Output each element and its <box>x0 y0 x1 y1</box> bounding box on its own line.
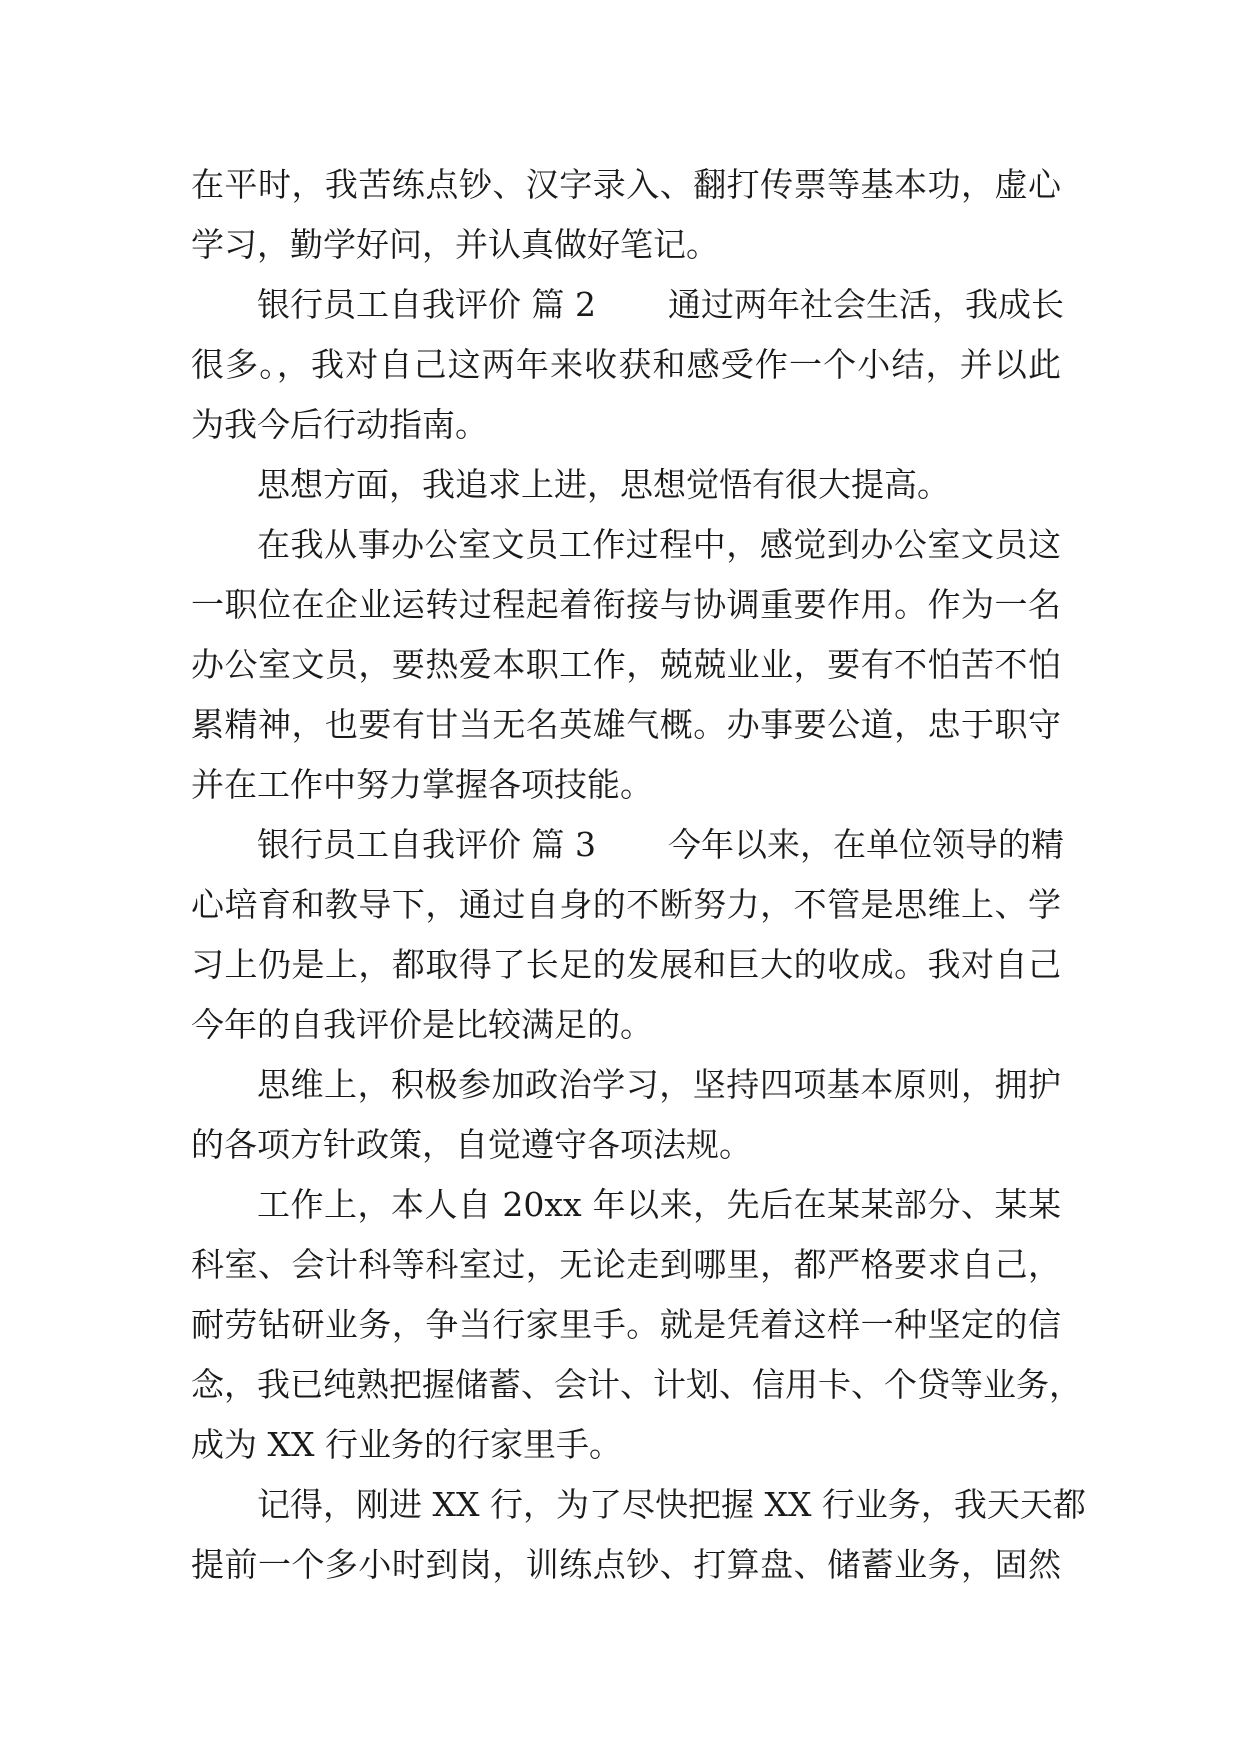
text-line: 念，我已纯熟把握储蓄、会计、计划、信用卡、个贷等业务， <box>191 1365 1082 1404</box>
text-line: 习上仍是上，都取得了长足的发展和巨大的收成。我对自己 <box>191 945 1061 984</box>
text-line: 思想方面，我追求上进，思想觉悟有很大提高。 <box>257 465 950 504</box>
text-line: 在平时，我苦练点钞、汉字录入、翻打传票等基本功，虚心 <box>191 165 1061 204</box>
section-heading-line <box>191 815 1064 875</box>
text-line: 为我今后行动指南。 <box>191 405 488 444</box>
text-line: 学习，勤学好问，并认真做好笔记。 <box>191 225 719 264</box>
section-heading: 银行员工自我评价 篇 3 <box>257 825 596 864</box>
text-line: 心培育和教导下，通过自身的不断努力，不管是思维上、学 <box>191 885 1061 924</box>
text-line: 累精神，也要有甘当无名英雄气概。办事要公道，忠于职守 <box>191 705 1061 744</box>
text-line: 记得，刚进 XX 行，为了尽快把握 XX 行业务，我天天都 <box>257 1485 1086 1524</box>
section-heading-line <box>191 275 1064 335</box>
text-line: 科室、会计科等科室过，无论走到哪里，都严格要求自己， <box>191 1245 1061 1284</box>
text-line: 很多。，我对自己这两年来收获和感受作一个小结，并以此 <box>191 345 1061 384</box>
text-line: 耐劳钻研业务，争当行家里手。就是凭着这样一种坚定的信 <box>191 1305 1061 1344</box>
text-line: 一职位在企业运转过程起着衔接与协调重要作用。作为一名 <box>191 585 1061 624</box>
text-line-tail: 今年以来，在单位领导的精 <box>667 825 1064 864</box>
text-line: 今年的自我评价是比较满足的。 <box>191 1005 653 1044</box>
text-line-tail: 通过两年社会生活，我成长 <box>667 285 1064 324</box>
text-line: 并在工作中努力掌握各项技能。 <box>191 765 653 804</box>
text-line: 的各项方针政策，自觉遵守各项法规。 <box>191 1125 752 1164</box>
text-line: 在我从事办公室文员工作过程中，感觉到办公室文员这 <box>257 525 1061 564</box>
text-line: 办公室文员，要热爱本职工作，兢兢业业，要有不怕苦不怕 <box>191 645 1061 684</box>
text-line: 思维上，积极参加政治学习，坚持四项基本原则，拥护 <box>257 1065 1061 1104</box>
text-line: 工作上，本人自 20xx 年以来，先后在某某部分、某某 <box>257 1185 1061 1224</box>
text-line: 成为 XX 行业务的行家里手。 <box>191 1425 622 1464</box>
section-heading: 银行员工自我评价 篇 2 <box>257 285 596 324</box>
text-line: 提前一个多小时到岗，训练点钞、打算盘、储蓄业务，固然 <box>191 1545 1061 1584</box>
body-text <box>191 155 1086 1595</box>
